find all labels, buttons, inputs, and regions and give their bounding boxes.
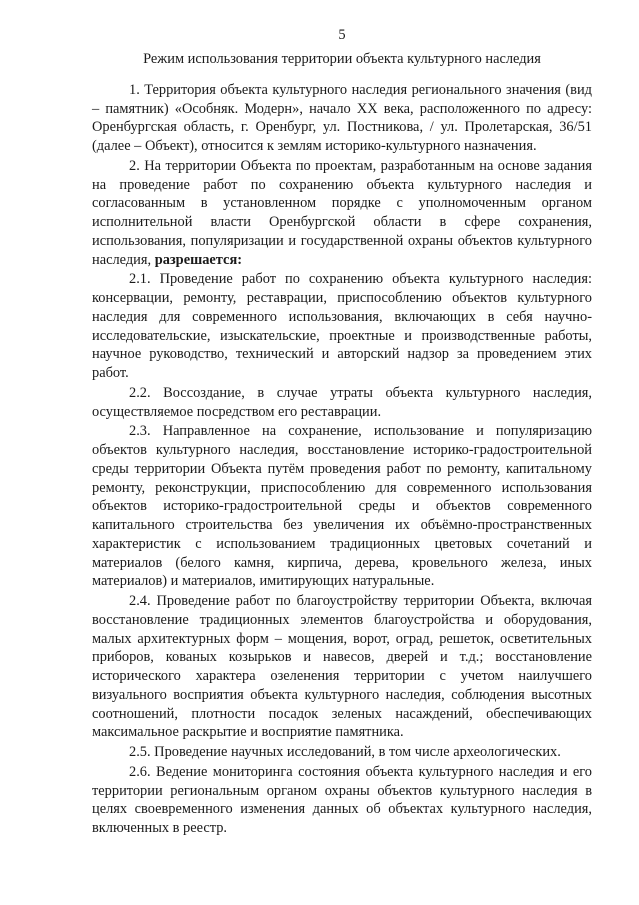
paragraph-2-3: 2.3. Направленное на сохранение, использование и популяризацию объектов культурного наследия, восстановление историко-градостроительной среды территории Объекта путём проведения работ по ремонту, капитальному ремонту, реконструкции, приспособлению для современного использования объектов историко-градостроительной среды и объектов современного капитального строительства без увеличения их объёмно-пространственных характеристик с использованием традиционных цветовых сочетаний и материалов (белого камня, кирпича, дерева, кровельного железа, иных материалов) и материалов, имитирующих натуральные. xyxy=(92,423,592,590)
paragraph-2 xyxy=(92,157,592,270)
document-page xyxy=(92,26,592,838)
paragraph-2-text: 2. На территории Объекта по проектам, разработанным на основе задания на проведение работ по сохранению объекта культурного наследия и согласованным в установленном порядке с уполномоченным органом исполнительной власти Оренбургской области в сфере сохранения, использования, популяризации и государственной охраны объектов культурного наследия, xyxy=(92,157,592,268)
paragraph-1: 1. Территория объекта культурного наследия регионального значения (вид – памятник) «Особняк. Модерн», начало XX века, расположенного по адресу: Оренбургская область, г. Оренбург, ул. Постникова, / ул. Пролетарская, 36/51 (далее – Объект), относится к землям историко-культурного назначения. xyxy=(92,81,592,154)
paragraph-2-6: 2.6. Ведение мониторинга состояния объекта культурного наследия и его территории региональным органом охраны объектов культурного наследия в целях своевременного изменения данных об объектах культурного наследия, включенных в реестр. xyxy=(92,763,592,836)
paragraph-2-5: 2.5. Проведение научных исследований, в том числе археологических. xyxy=(129,744,561,760)
page-number: 5 xyxy=(338,27,346,43)
paragraph-2-1: 2.1. Проведение работ по сохранению объекта культурного наследия: консервации, ремонту, реставрации, приспособлению объектов культурного наследия для современного использования, включающих в себя научно-исследовательские, изыскательские, проектные и производственные работы, научное руководство, технический и авторский надзор за проведением этих работ. xyxy=(92,271,592,381)
paragraph-2-4: 2.4. Проведение работ по благоустройству территории Объекта, включая восстановление традиционных элементов благоустройства и оборудования, малых архитектурных форм – мощения, ворот, оград, решеток, осветительных приборов, кованых козырьков и навесов, дверей и т.д.; восстановление исторического характера озеленения территории с учетом наилучшего визуального восприятия объекта культурного наследия, соблюдения высотных соотношений, плотности посадок зеленых насаждений, обеспечивающих максимальное раскрытие и восприятие памятника. xyxy=(92,593,592,741)
document-title: Режим использования территории объекта культурного наследия xyxy=(143,51,541,67)
paragraph-2-2: 2.2. Воссоздание, в случае утраты объекта культурного наследия, осуществляемое посредством его реставрации. xyxy=(92,384,592,420)
paragraph-2-bold: разрешается: xyxy=(154,251,243,268)
